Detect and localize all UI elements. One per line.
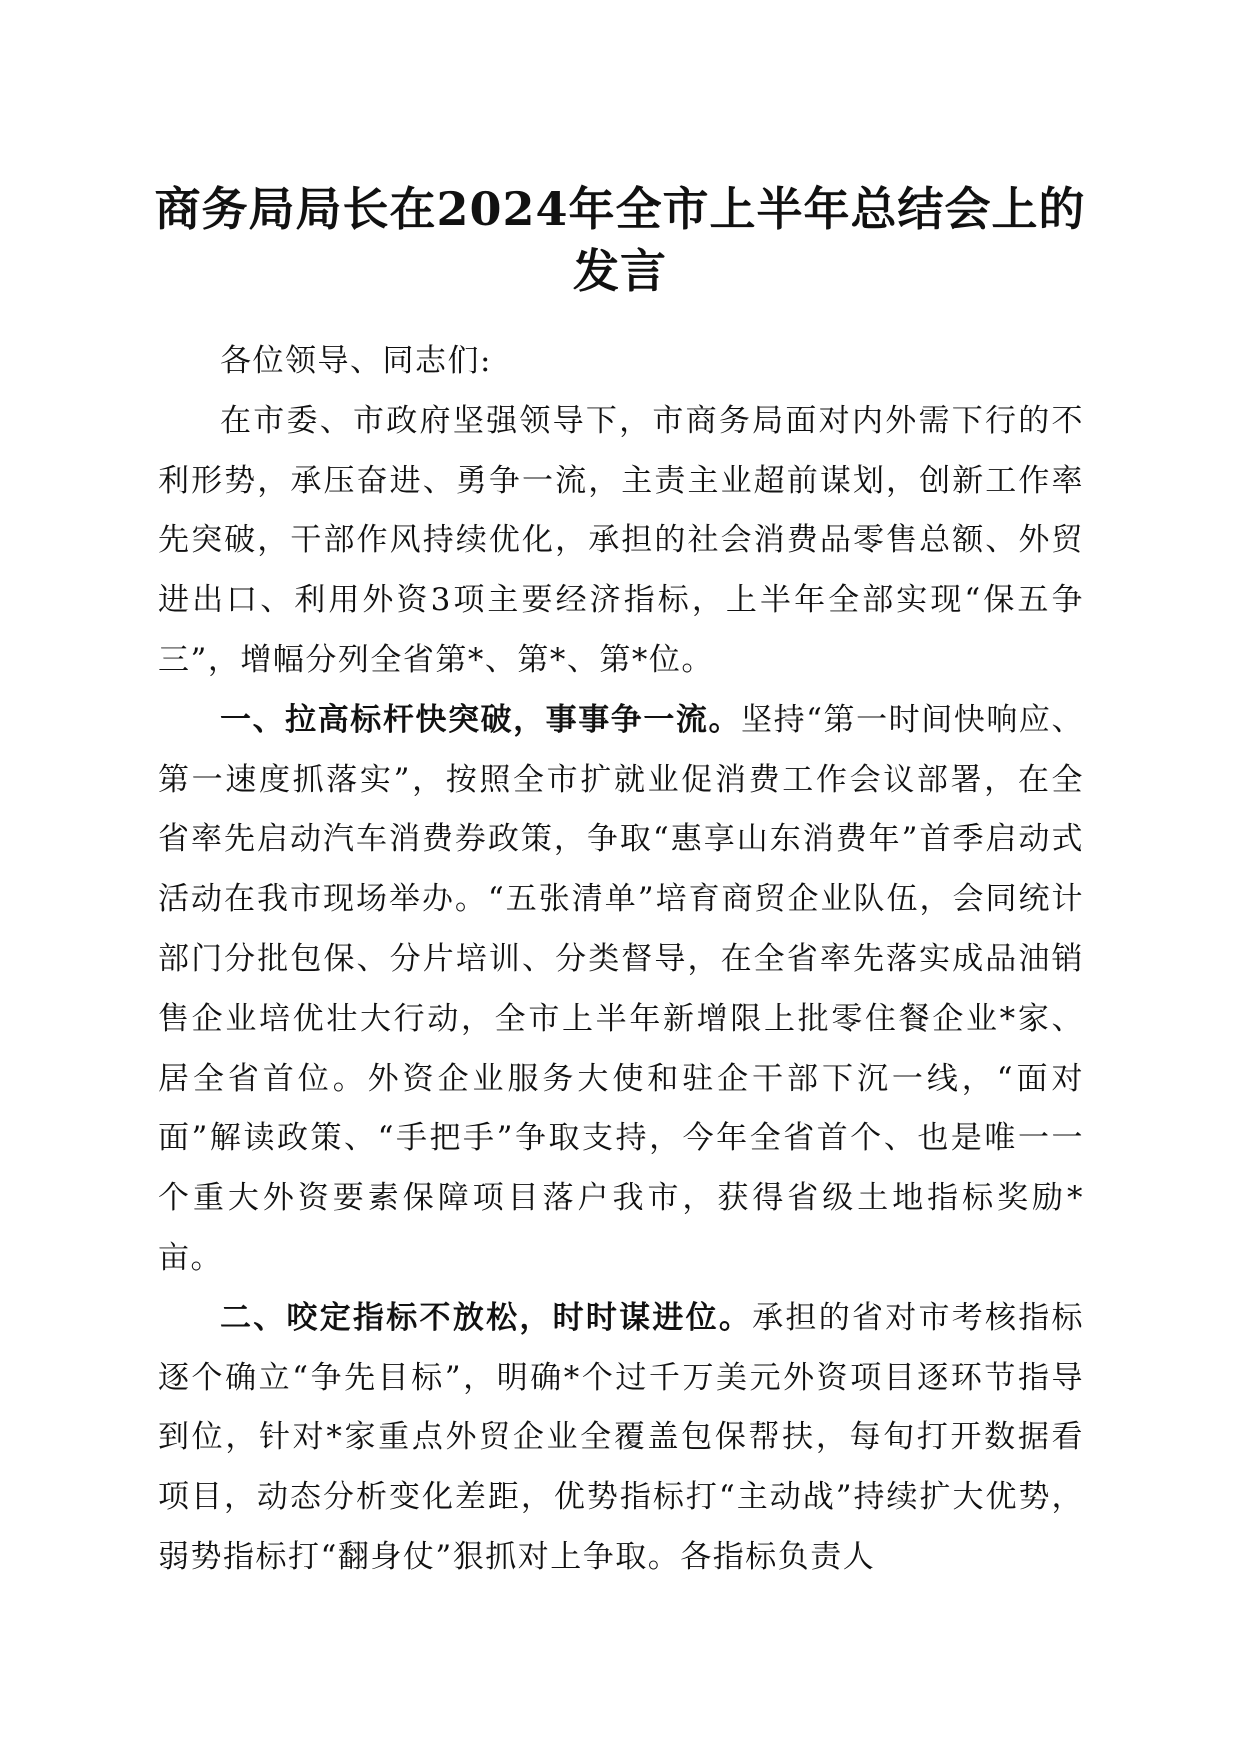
paragraph-intro [158, 392, 1084, 691]
section-one-text: 坚持“第一时间快响应、第一速度抓落实”，按照全市扩就业促消费工作会议部署，在全省率先启动汽车消费券政策，争取“惠享山东消费年”首季启动式活动在我市现场举办。“五张清单”培育商贸企业队伍，会同统计部门分批包保、分片培训、分类督导，在全省率先落实成品油销售企业培优壮大行动，全市上半年新增限上批零住餐企业*家、居全省首位。外资企业服务大使和驻企干部下沉一线，“面对面”解读政策、“手把手”争取支持，今年全省首个、也是唯一一个重大外资要素保障项目落户我市，获得省级土地指标奖励*亩。 [158, 701, 1084, 1276]
paragraph-section-two [158, 1289, 1084, 1588]
section-two-heading: 二、咬定指标不放松，时时谋进位。 [220, 1299, 753, 1336]
document-body [158, 332, 1084, 1588]
paragraph-section-one [158, 691, 1084, 1289]
document-title: 商务局局长在2024年全市上半年总结会上的发言 [154, 182, 1086, 298]
paragraph-intro-text: 在市委、市政府坚强领导下，市商务局面对内外需下行的不利形势，承压奋进、勇争一流，主责主业超前谋划，创新工作率先突破，干部作风持续优化，承担的社会消费品零售总额、外贸进出口、利用外资3项主要经济指标，上半年全部实现“保五争三”，增幅分列全省第*、第*、第*位。 [158, 402, 1084, 678]
section-one-heading: 一、拉高标杆快突破，事事争一流。 [220, 701, 742, 738]
section-two-text: 承担的省对市考核指标逐个确立“争先目标”，明确*个过千万美元外资项目逐环节指导到位，针对*家重点外贸企业全覆盖包保帮扶，每旬打开数据看项目，动态分析变化差距，优势指标打“主动战”持续扩大优势，弱势指标打“翻身仗”狠抓对上争取。各指标负责人 [158, 1299, 1085, 1575]
greeting: 各位领导、同志们: [220, 343, 492, 379]
